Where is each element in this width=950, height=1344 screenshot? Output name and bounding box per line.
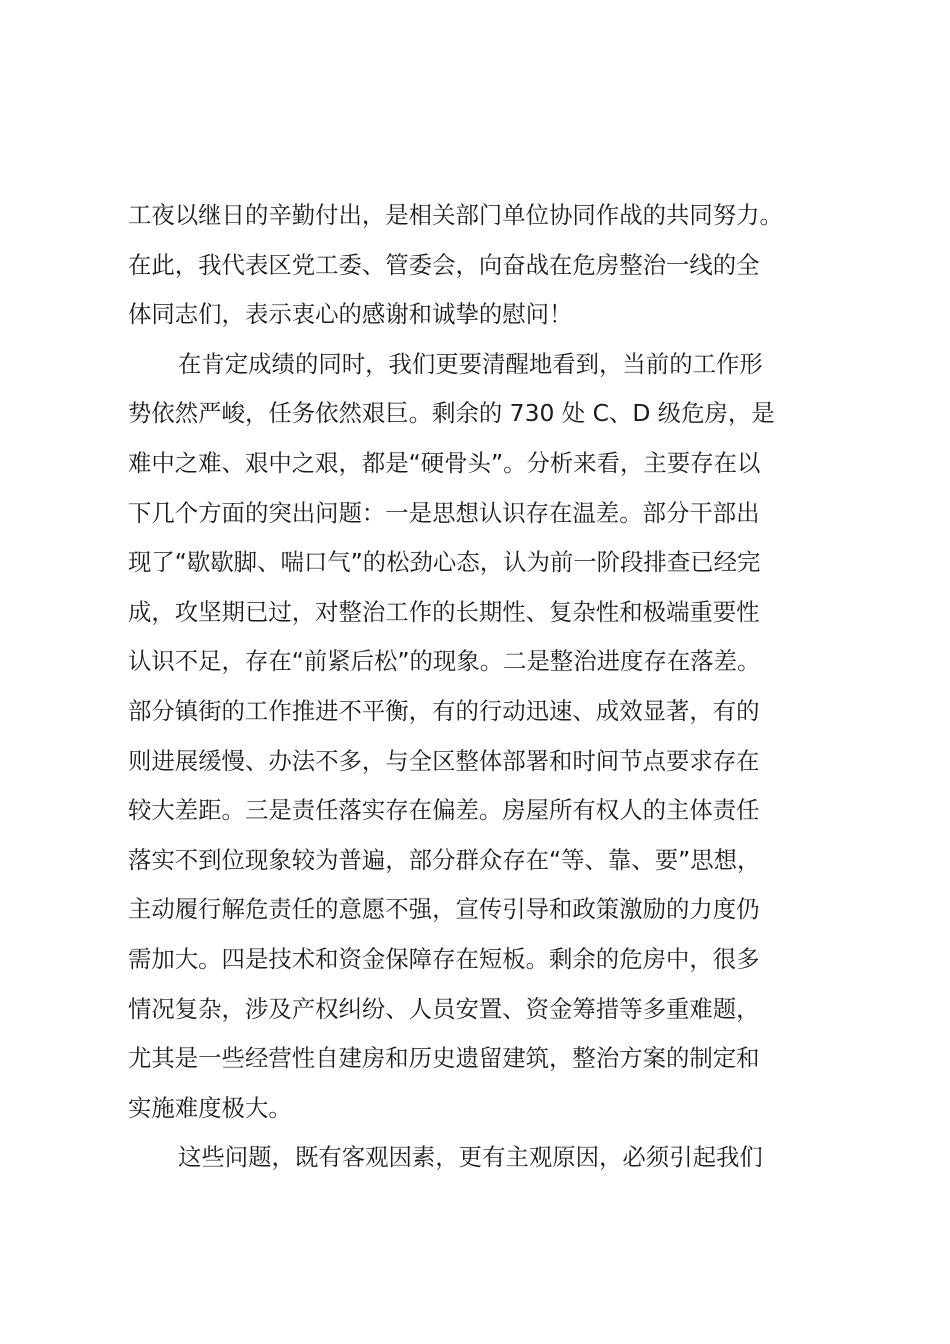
text-line: 在肯定成绩的同时，我们更要清醒地看到，当前的工作形 [178,349,763,378]
text-line: 体同志们，表示衷心的感谢和诚挚的慰问！ [128,300,573,329]
text-line: 实施难度极大。 [128,1093,292,1122]
text-line: 则进展缓慢、办法不多，与全区整体部署和时间节点要求存在 [128,746,760,775]
text-line: 认识不足，存在“前紧后松”的现象。二是整治进度存在落差。 [128,647,761,676]
paragraph-2 [128,340,848,1134]
text-line: 主动履行解危责任的意愿不强，宣传引导和政策激励的力度仍 [128,895,760,924]
text-line: 势依然严峻，任务依然艰巨。剩余的 730 处 C、D 级危房，是 [128,399,775,428]
text-line: 难中之难、艰中之艰，都是“硬骨头”。分析来看，主要存在以 [128,448,761,477]
text-line: 情况复杂，涉及产权纠纷、人员安置、资金筹措等多重难题， [128,994,760,1023]
text-line: 较大差距。三是责任落实存在偏差。房屋所有权人的主体责任 [128,796,760,825]
text-line: 尤其是一些经营性自建房和历史遗留建筑，整治方案的制定和 [128,1044,760,1073]
text-line: 这些问题，既有客观因素，更有主观原因，必须引起我们 [178,1143,763,1172]
text-line: 成，攻坚期已过，对整治工作的长期性、复杂性和极端重要性 [128,597,760,626]
text-line: 下几个方面的突出问题：一是思想认识存在温差。部分干部出 [128,498,760,527]
text-line: 现了“歇歇脚、喘口气”的松劲心态，认为前一阶段排查已经完 [128,548,761,577]
paragraph-1 [128,191,848,340]
text-line: 需加大。四是技术和资金保障存在短板。剩余的危房中，很多 [128,944,760,973]
text-line: 工夜以继日的辛勤付出，是相关部门单位协同作战的共同努力。 [128,201,783,229]
text-line: 部分镇街的工作推进不平衡，有的行动迅速、成效显著，有的 [128,696,760,725]
document-body [128,191,848,1183]
text-line: 落实不到位现象较为普遍，部分群众存在“等、靠、要”思想， [128,845,761,874]
paragraph-3 [128,1133,848,1183]
text-line: 在此，我代表区党工委、管委会，向奋战在危房整治一线的全 [128,250,760,279]
